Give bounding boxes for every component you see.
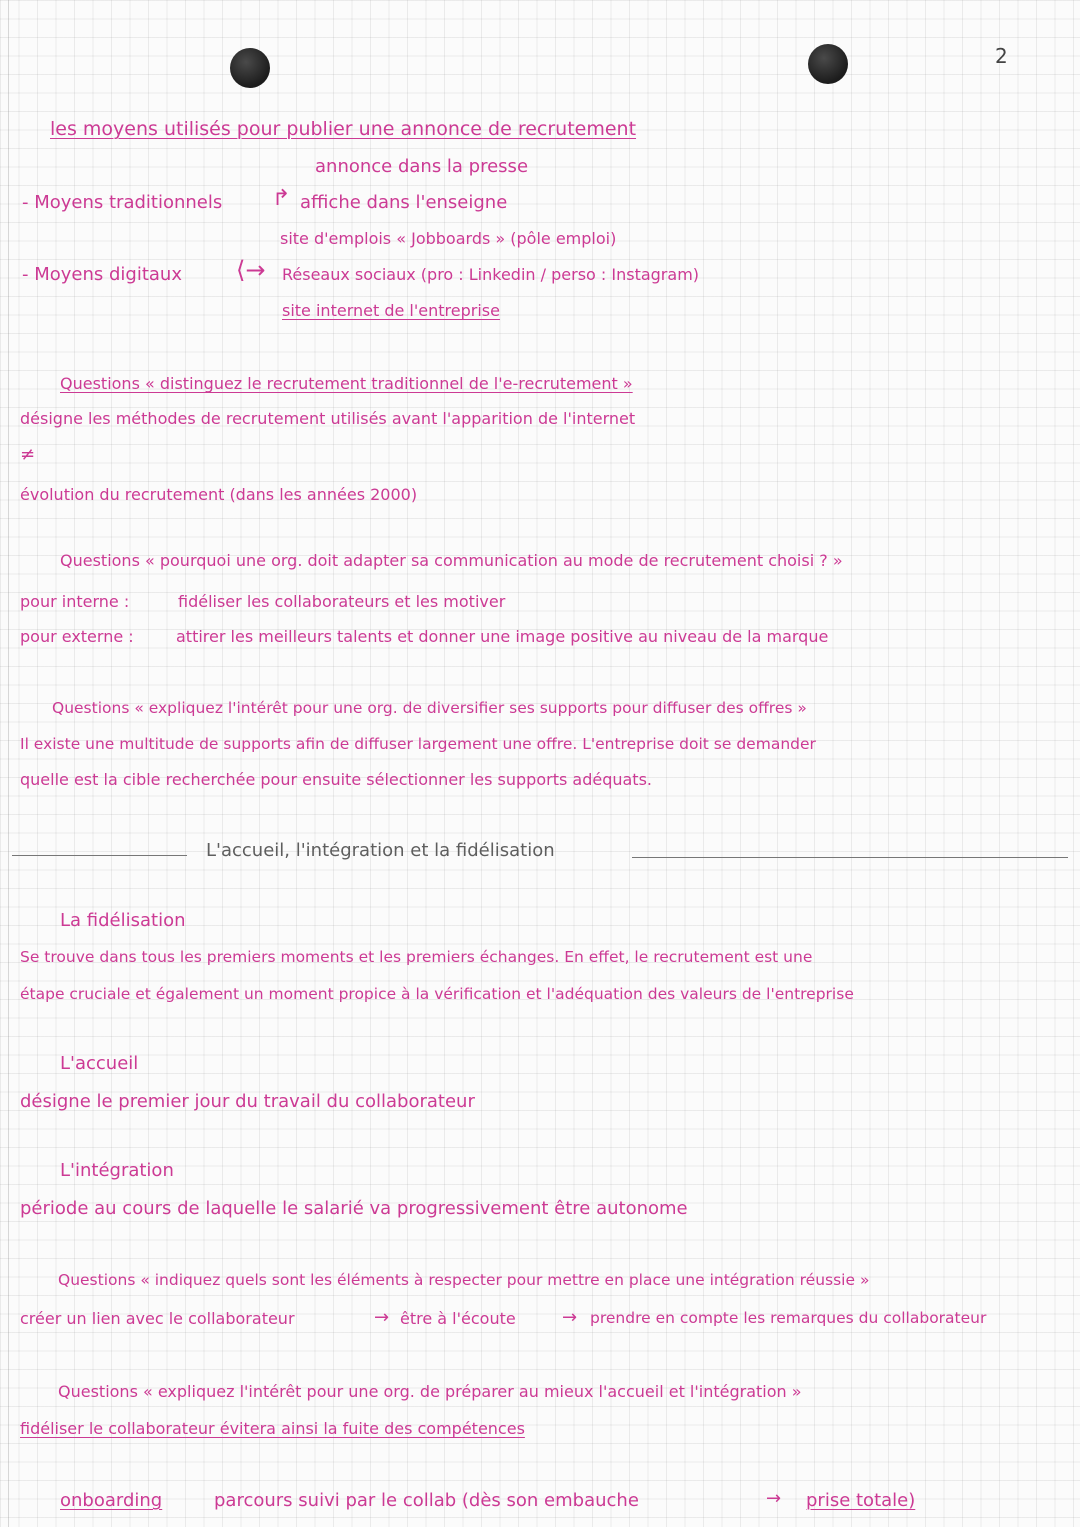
- digital-item-1: site d'emplois « Jobboards » (pôle emploi): [280, 229, 617, 248]
- traditional-item-1: annonce dans la presse: [315, 156, 529, 177]
- brace-arrow-icon: ⟨→: [236, 256, 266, 284]
- q2-answer-1-label: pour interne :: [20, 592, 130, 611]
- q1-answer-2: évolution du recrutement (dans les années 2000): [20, 485, 418, 504]
- traditional-label: - Moyens traditionnels: [22, 192, 223, 213]
- q1-question: Questions « distinguez le recrutement traditionnel de l'e-recrutement »: [60, 374, 633, 393]
- q4-answer-a: créer un lien avec le collaborateur: [20, 1309, 295, 1328]
- accueil-text: désigne le premier jour du travail du collaborateur: [20, 1091, 475, 1112]
- onboarding-label: onboarding: [60, 1490, 163, 1511]
- digital-item-2: Réseaux sociaux (pro : Linkedin / perso : Instagram): [282, 265, 700, 284]
- q3-question: Questions « expliquez l'intérêt pour une org. de diversifier ses supports pour diffuser des offres »: [52, 699, 807, 717]
- q2-answer-2-label: pour externe :: [20, 627, 134, 646]
- q4-answer-b: être à l'écoute: [400, 1309, 516, 1328]
- q2-answer-1: fidéliser les collaborateurs et les motiver: [178, 592, 506, 611]
- integration-title: L'intégration: [60, 1160, 174, 1181]
- traditional-item-2: affiche dans l'enseigne: [300, 192, 508, 213]
- fidelisation-title: La fidélisation: [60, 910, 186, 931]
- fidelisation-line-1: Se trouve dans tous les premiers moments et les premiers échanges. En effet, le recrutement est une: [20, 948, 813, 966]
- q4-question: Questions « indiquez quels sont les éléments à respecter pour mettre en place une intégration réussie »: [58, 1271, 870, 1289]
- q2-question: Questions « pourquoi une org. doit adapter sa communication au mode de recrutement choisi ? »: [60, 551, 843, 570]
- fidelisation-line-2: étape cruciale et également un moment propice à la vérification et l'adéquation des valeurs de l'entreprise: [20, 985, 854, 1003]
- digital-item-3: site internet de l'entreprise: [282, 301, 500, 320]
- arrow-icon: →: [766, 1488, 782, 1509]
- q4-answer-c: prendre en compte les remarques du collaborateur: [590, 1309, 987, 1327]
- q1-answer-1: désigne les méthodes de recrutement utilisés avant l'apparition de l'internet: [20, 409, 636, 428]
- page-number: 2: [995, 44, 1008, 68]
- q5-answer: fidéliser le collaborateur évitera ainsi la fuite des compétences: [20, 1419, 525, 1438]
- brace-arrow-icon: ↱: [272, 186, 291, 211]
- margin-line: [8, 0, 9, 1527]
- q2-answer-2: attirer les meilleurs talents et donner une image positive au niveau de la marque: [176, 627, 829, 646]
- arrow-icon: →: [562, 1307, 578, 1328]
- section-title: L'accueil, l'intégration et la fidélisation: [206, 840, 555, 861]
- binder-hole-right: [808, 44, 848, 84]
- integration-text: période au cours de laquelle le salarié va progressivement être autonome: [20, 1198, 688, 1219]
- section-rule-right: [632, 857, 1068, 858]
- arrow-icon: →: [374, 1307, 390, 1328]
- section-rule-left: [12, 855, 187, 856]
- recruitment-means-heading: les moyens utilisés pour publier une annonce de recrutement: [50, 118, 637, 140]
- accueil-title: L'accueil: [60, 1053, 139, 1074]
- q3-answer-line-2: quelle est la cible recherchée pour ensuite sélectionner les supports adéquats.: [20, 770, 652, 789]
- q3-answer-line-1: Il existe une multitude de supports afin de diffuser largement une offre. L'entreprise doit se demander: [20, 735, 816, 753]
- onboarding-text: parcours suivi par le collab (dès son embauche: [214, 1490, 639, 1511]
- binder-hole-left: [230, 48, 270, 88]
- digital-label: - Moyens digitaux: [22, 264, 182, 285]
- q1-separator: ≠: [20, 444, 36, 465]
- onboarding-end: prise totale): [806, 1490, 916, 1511]
- q5-question: Questions « expliquez l'intérêt pour une org. de préparer au mieux l'accueil et l'intégration »: [58, 1382, 802, 1401]
